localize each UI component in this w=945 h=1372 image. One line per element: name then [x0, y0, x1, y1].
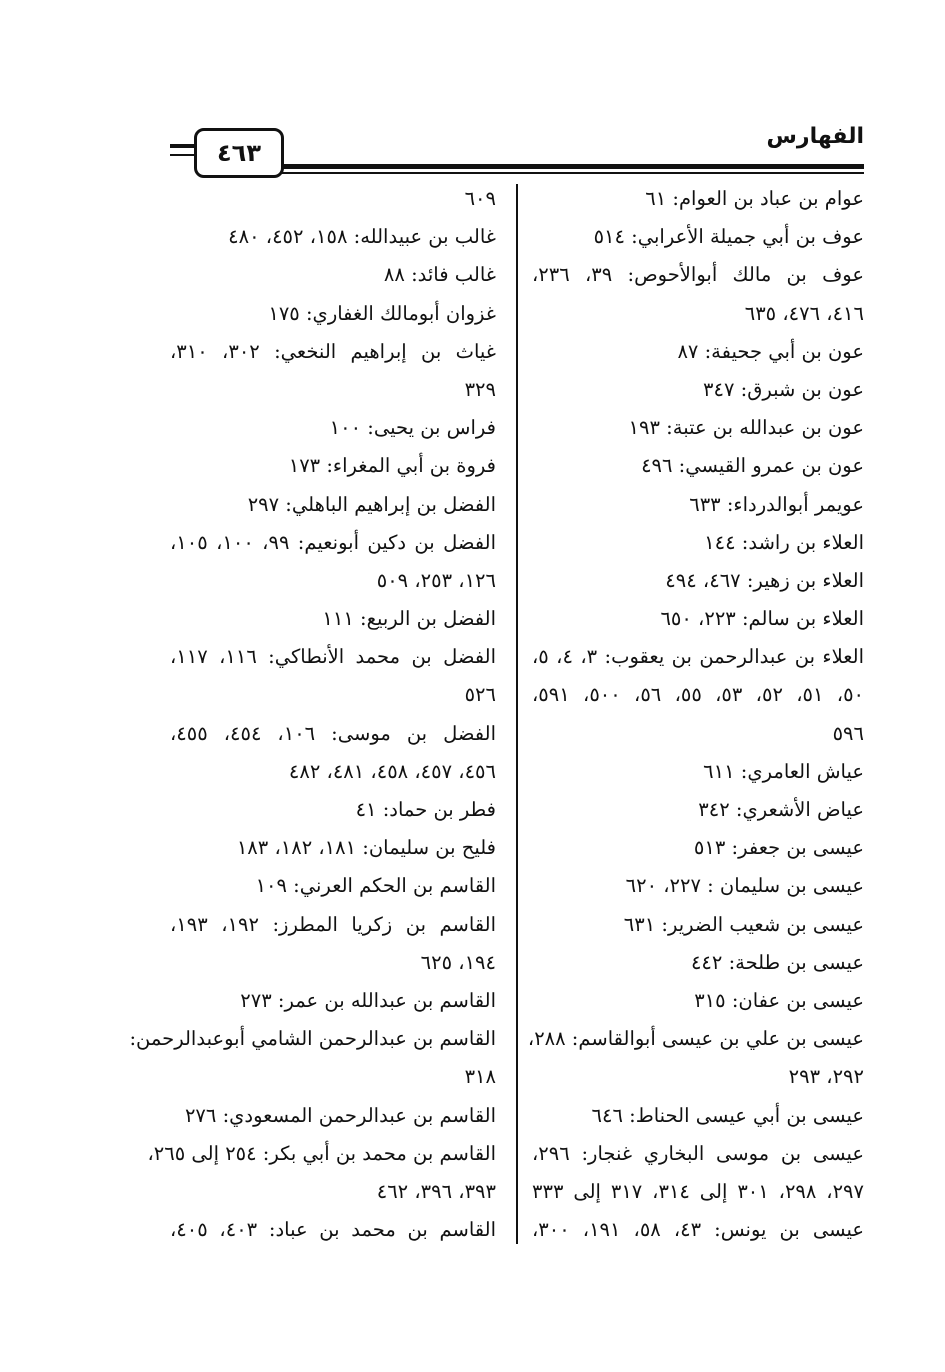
index-entry-line: عيسى بن يونس: ٤٣، ٥٨، ١٩١، ٣٠٠، [532, 1218, 864, 1242]
index-entry-line: ٢٩٧، ٢٩٨، ٣٠١ إلى ٣١٤، ٣١٧ إلى ٣٣٣ [532, 1179, 864, 1203]
index-entry-line: ٥٩٦ [832, 721, 864, 745]
index-entry-line: عون بن عبدالله بن عتبة: ١٩٣ [628, 416, 864, 440]
index-entry-line: عيسى بن عفان: ٣١٥ [694, 988, 864, 1012]
index-entry-line: عيسى بن أبي عيسى الحناط: ٦٤٦ [591, 1103, 864, 1127]
index-entry-line: فليح بن سليمان: ١٨١، ١٨٢، ١٨٣ [236, 836, 496, 860]
index-entry-line: غياث بن إبراهيم النخعي: ٣٠٢، ٣١٠، [170, 339, 496, 363]
index-entry-line: فطر بن حماد: ٤١ [355, 798, 496, 821]
index-entry-line: العلاء بن راشد: ١٤٤ [704, 530, 864, 554]
index-entry-line: عوام بن عباد بن العوام: ٦١ [645, 187, 864, 210]
index-entry-line: الفضل بن موسى: ١٠٦، ٤٥٤، ٤٥٥، [170, 721, 496, 745]
index-entry-line: القاسم بن عبدالرحمن الشامي أبوعبدالرحمن: [129, 1027, 496, 1051]
index-entry-line: العلاء بن عبدالرحمن بن يعقوب: ٣، ٤، ٥، [532, 645, 865, 669]
index-entry-line: عياض الأشعري: ٣٤٢ [698, 798, 864, 821]
index-entry-line: عون بن عمرو القيسي: ٤٩٦ [641, 454, 864, 478]
index-entry-line: عيسى بن شعيب الضرير: ٦٣١ [623, 912, 864, 936]
header-rule-thick [278, 164, 864, 169]
index-entry-line: عيسى بن موسى البخاري غنجار: ٢٩٦، [532, 1141, 864, 1165]
index-entry-line: عوف بن مالك أبوالأحوص: ٣٩، ٢٣٦، [532, 263, 864, 287]
index-entry-line: عيسى بن طلحة: ٤٤٢ [690, 950, 864, 974]
index-entry-line: عون بن أبي جحيفة: ٨٧ [677, 339, 864, 363]
index-entry-line: ٣٩٣، ٣٩٦، ٤٦٢ [376, 1179, 496, 1203]
header-rule-thin [278, 172, 864, 174]
index-entry-line: العلاء بن سالم: ٢٢٣، ٦٥٠ [660, 607, 864, 631]
index-entry-line: عيسى بن سليمان : ٢٢٧، ٦٢٠ [625, 874, 864, 898]
index-entry-line: القاسم بن عبدالرحمن المسعودي: ٢٧٦ [184, 1103, 496, 1127]
index-entry-line: الفضل بن الربيع: ١١١ [322, 607, 496, 631]
index-entry-line: القاسم بن محمد بن أبي بكر: ٢٥٤ إلى ٢٦٥، [147, 1141, 496, 1165]
index-entry-line: ١٢٦، ٢٥٣، ٥٠٩ [376, 568, 496, 592]
index-entry-line: فراس بن يحيى: ١٠٠ [329, 416, 496, 440]
index-entry-line: الفضل بن دكين أبونعيم: ٩٩، ١٠٠، ١٠٥، [170, 530, 496, 554]
index-column-left [129, 180, 497, 1249]
index-entry-line: ٥٠، ٥١، ٥٢، ٥٣، ٥٥، ٥٦، ٥٠٠، ٥٩١، [532, 683, 865, 707]
index-entry-line: عياش العامري: ٦١١ [703, 759, 864, 783]
index-entry-line: عيسى بن جعفر: ٥١٣ [693, 836, 864, 860]
index-entry-line: فروة بن أبي المغراء: ١٧٣ [288, 454, 496, 478]
index-entry-line: العلاء بن زهير: ٤٦٧، ٤٩٤ [665, 568, 864, 592]
index-entry-line: ٣١٨ [464, 1065, 496, 1089]
index-entry-line: ٣٢٩ [464, 377, 496, 401]
index-entry-line: القاسم بن زكريا المطرز: ١٩٢، ١٩٣، [170, 912, 497, 936]
index-entry-line: ٢٩٢، ٢٩٣ [788, 1065, 864, 1089]
index-column-right [527, 180, 865, 1249]
index-entry-line: عويمر أبوالدرداء: ٦٣٣ [689, 492, 864, 516]
index-entry-line: غالب فائد: ٨٨ [383, 263, 496, 287]
column-divider [516, 184, 518, 1244]
index-entry-line: ٥٢٦ [464, 683, 496, 707]
index-entry-line: ٦٠٩ [464, 187, 496, 210]
index-entry-line: عون بن شبرق: ٣٤٧ [703, 377, 864, 401]
page-header [170, 118, 864, 180]
page-number: ٤٦٣ [194, 128, 284, 178]
index-entry-line: الفضل بن إبراهيم الباهلي: ٢٩٧ [247, 492, 496, 516]
index-entry-line: القاسم بن محمد بن عباد: ٤٠٣، ٤٠٥، [170, 1218, 496, 1242]
index-entry-line: عيسى بن علي بن عيسى أبوالقاسم: ٢٨٨، [527, 1027, 864, 1051]
index-entry-line: غزوان أبومالك الغفاري: ١٧٥ [268, 301, 496, 325]
index-entry-line: ٤٥٦، ٤٥٧، ٤٥٨، ٤٨١، ٤٨٢ [288, 759, 496, 783]
index-entry-line: القاسم بن الحكم العرني: ١٠٩ [255, 874, 496, 898]
page-title: الفهارس [766, 124, 864, 149]
index-entry-line: عوف بن أبي جميلة الأعرابي: ٥١٤ [593, 225, 864, 249]
index-entry-line: ٤١٦، ٤٧٦، ٦٣٥ [744, 301, 864, 325]
index-entry-line: الفضل بن محمد الأنطاكي: ١١٦، ١١٧، [170, 645, 496, 669]
index-entry-line: ١٩٤، ٦٢٥ [420, 950, 496, 974]
index-entry-line: القاسم بن عبدالله بن عمر: ٢٧٣ [240, 988, 496, 1012]
index-entry-line: غالب بن عبيدالله: ١٥٨، ٤٥٢، ٤٨٠ [228, 225, 496, 249]
